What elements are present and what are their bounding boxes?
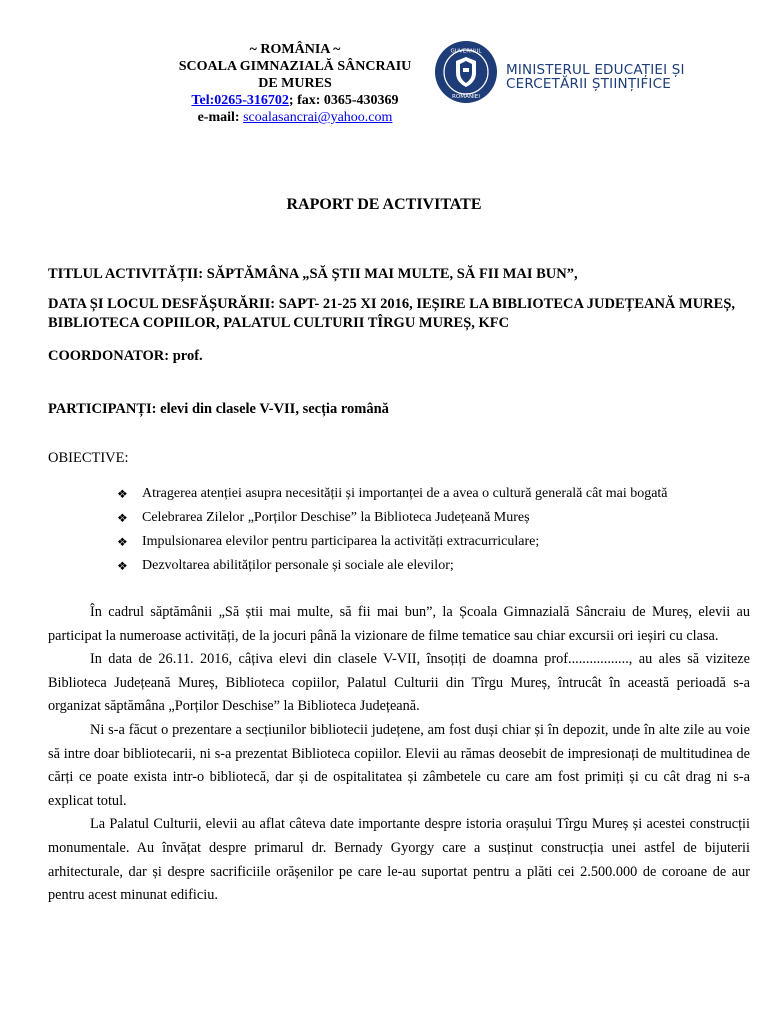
objective-text: Impulsionarea elevilor pentru participarea la activități extracurriculare; bbox=[142, 534, 540, 549]
school-header bbox=[150, 41, 440, 126]
report-title: RAPORT DE ACTIVITATE bbox=[286, 196, 482, 213]
diamond-bullet-icon: ❖ bbox=[117, 511, 128, 525]
coordinator-field: COORDONATOR: prof. bbox=[48, 348, 203, 364]
crest-top-text: GUVERNUL bbox=[450, 48, 482, 55]
crest-bottom-text: ROMÂNIEI bbox=[452, 94, 480, 100]
list-item bbox=[117, 509, 757, 533]
paragraph: Ni s-a făcut o prezentare a secțiunilor bibliotecii județene, am fost duși chiar și în depozit, unde în alte zile au voie să intre doar bibliotecarii, ni s-a prezentat Biblioteca copiilor. Elevii au rămas deosebit de impresionați de multitudinea de cărți ce poate exista intr-o bibliotecă, dar și de ospitalitatea și zâmbetele cu care am fost primiți și cu cât drag ni s-a explicat totul. bbox=[48, 721, 750, 809]
paragraph: În cadrul săptămânii „Să știi mai multe, să fii mai bun”, la Școala Gimnazială Sâncraiu de Mureș, elevii au participat la numeroase activități, de la jocuri până la vizionare de filme tematice sau chiar excursii ori ieșiri cu clasa. bbox=[48, 604, 750, 644]
email-link[interactable]: scoalasancrai@yahoo.com bbox=[243, 110, 393, 125]
header-country: ~ ROMÂNIA ~ bbox=[249, 42, 341, 57]
paragraph: La Palatul Culturii, elevii au aflat câteva date importante despre istoria orașului Tîrgu Mureș și acestei construcții monumentale. Au învățat despre primarul dr. Bernady Gyorgy care a susținut construcția unei astfel de bijuterii arhitecturale, dar și despre sacrificiile orășenilor pe care le-au suportat pentru a plăti cei 2.500.000 de coroane de aur pentru acest minunat edificiu. bbox=[48, 816, 750, 904]
diamond-bullet-icon: ❖ bbox=[117, 535, 128, 549]
header-school-location: DE MURES bbox=[258, 76, 332, 91]
activity-title-field: TITLUL ACTIVITĂȚII: SĂPTĂMÂNA „SĂ ȘTII MAI MULTE, SĂ FII MAI BUN”, bbox=[48, 266, 578, 282]
date-location-field: DATA ȘI LOCUL DESFĂȘURĂRII: SAPT- 21-25 XI 2016, IEȘIRE LA BIBLIOTECA JUDEȚEANĂ MUREȘ, BIBLIOTECA COPIILOR, PALATUL CULTURII TÎRGU MUREȘ, KFC bbox=[48, 296, 736, 331]
government-crest-icon bbox=[434, 40, 498, 104]
objective-text: Atragerea atenției asupra necesității și importanței de a avea o cultură generală cât mai bogată bbox=[142, 486, 668, 501]
participants-field: PARTICIPANȚI: elevi din clasele V-VII, secția română bbox=[48, 401, 389, 417]
list-item bbox=[117, 557, 757, 581]
header-contact-phone bbox=[150, 92, 440, 109]
fax-text: ; fax: 0365-430369 bbox=[288, 93, 399, 108]
ministry-name bbox=[506, 63, 685, 91]
ministry-line-2: CERCETĂRII ȘTIINȚIFICE bbox=[506, 76, 671, 92]
header-contact-email bbox=[150, 109, 440, 126]
objectives-list bbox=[117, 485, 757, 581]
list-item bbox=[117, 533, 757, 557]
objective-text: Celebrarea Zilelor „Porților Deschise” la Biblioteca Județeană Mureș bbox=[142, 510, 530, 525]
objective-text: Dezvoltarea abilităților personale și sociale ale elevilor; bbox=[142, 558, 454, 573]
report-body bbox=[48, 601, 750, 908]
list-item bbox=[117, 485, 757, 509]
diamond-bullet-icon: ❖ bbox=[117, 559, 128, 573]
email-prefix: e-mail: bbox=[197, 110, 244, 125]
diamond-bullet-icon: ❖ bbox=[117, 487, 128, 501]
phone-link[interactable]: Tel:0265-316702 bbox=[191, 93, 289, 108]
header-school-name: SCOALA GIMNAZIALĂ SÂNCRAIU bbox=[178, 59, 412, 74]
ministry-line-1: MINISTERUL EDUCAȚIEI ȘI bbox=[506, 62, 685, 78]
paragraph: In data de 26.11. 2016, câțiva elevi din clasele V-VII, însoțiți de doamna prof................., au ales să viziteze Biblioteca Județeană Mureș, Biblioteca copiilor, Palatul Culturii din Tîrgu Mureș, întrucât în această perioadă s-a organizat săptămâna „Porților Deschise” la Biblioteca Județeană. bbox=[48, 651, 750, 715]
objectives-label: OBIECTIVE: bbox=[48, 450, 129, 466]
